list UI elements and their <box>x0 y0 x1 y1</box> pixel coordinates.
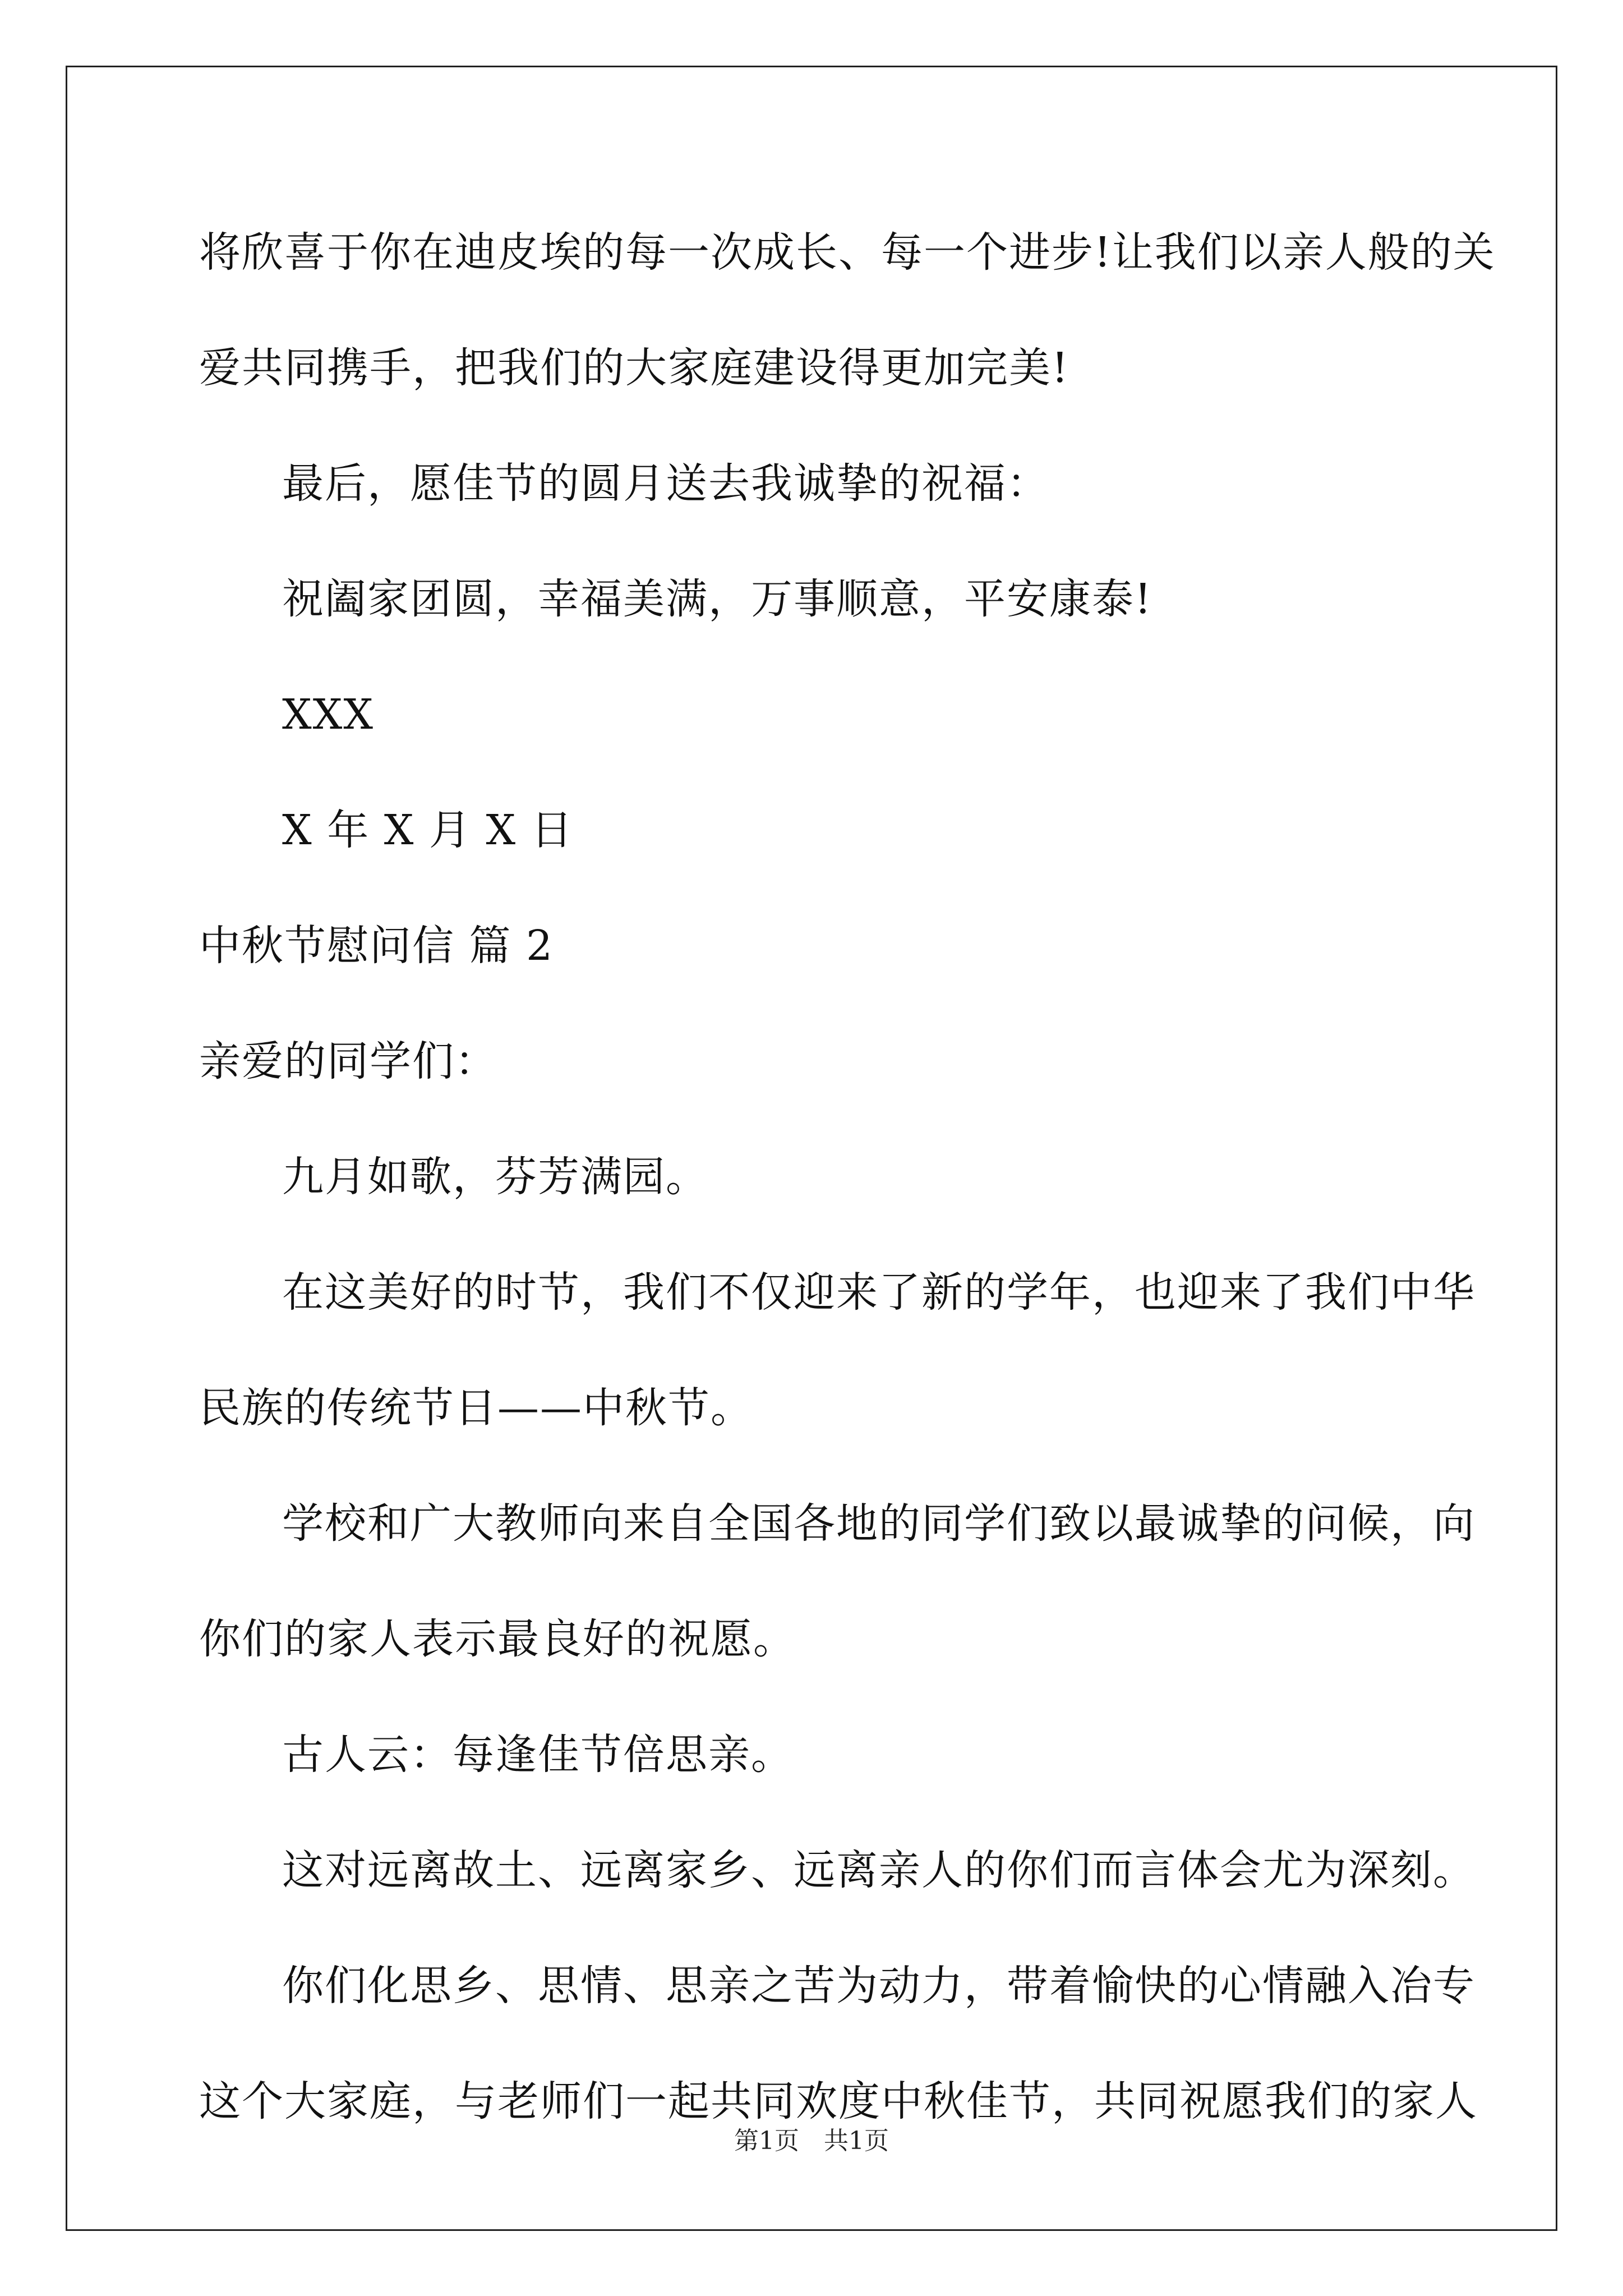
text-line: 九月如歌，芬芳满园。 <box>282 1153 708 1201</box>
text-line: 古人云：每逢佳节倍思亲。 <box>282 1731 794 1779</box>
signature-name: XXX <box>282 691 375 739</box>
text-line: 民族的传统节日——中秋节。 <box>199 1384 753 1432</box>
text-line: 爱共同携手，把我们的大家庭建设得更加完美! <box>199 344 1069 392</box>
text-line: 在这美好的时节，我们不仅迎来了新的学年，也迎来了我们中华 <box>282 1268 1476 1317</box>
text-line: 你们的家人表示最良好的祝愿。 <box>199 1615 796 1663</box>
text-line: 这个大家庭，与老师们一起共同欢度中秋佳节，共同祝愿我们的家人 <box>199 2077 1478 2125</box>
text-line: 祝阖家团圆，幸福美满，万事顺意，平安康泰! <box>282 575 1152 623</box>
text-line: 学校和广大教师向来自全国各地的同学们致以最诚挚的问候，向 <box>282 1499 1476 1548</box>
text-line: 最后，愿佳节的圆月送去我诚挚的祝福： <box>282 459 1049 508</box>
text-line: 将欣喜于你在迪皮埃的每一次成长、每一个进步!让我们以亲人般的关 <box>199 228 1496 277</box>
text-line: 这对远离故土、远离家乡、远离亲人的你们而言体会尤为深刻。 <box>282 1846 1476 1894</box>
page-number-footer: 第1页 共1页 <box>734 2127 889 2155</box>
signature-date: X 年 X 月 X 日 <box>282 806 574 854</box>
document-body <box>199 219 1496 2183</box>
section-title: 中秋节慰问信 篇 2 <box>199 922 554 970</box>
text-line: 你们化思乡、思情、思亲之苦为动力，带着愉快的心情融入冶专 <box>282 1962 1476 2010</box>
salutation: 亲爱的同学们： <box>199 1037 497 1085</box>
